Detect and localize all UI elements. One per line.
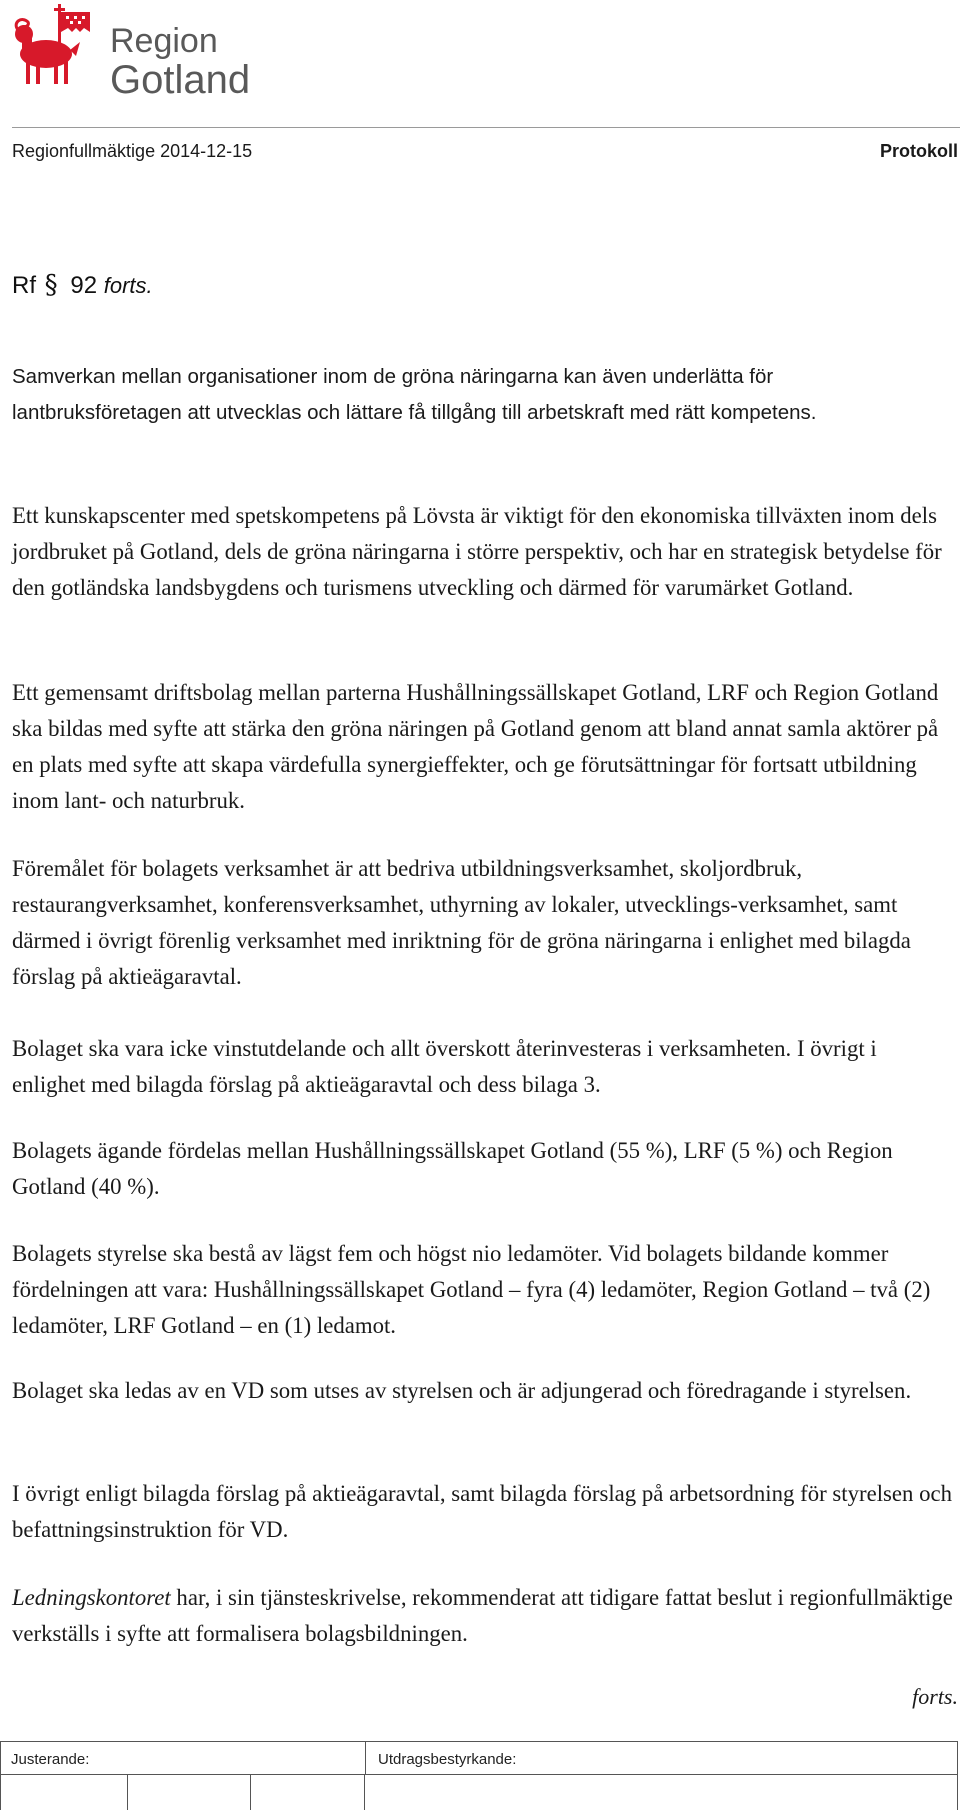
- ledningskontoret-term: Ledningskontoret: [12, 1585, 171, 1610]
- signature-cells-row: [0, 1774, 958, 1810]
- signature-cell-divider: [250, 1774, 251, 1810]
- section-number: 92: [70, 272, 98, 299]
- region-gotland-logo: [10, 2, 251, 102]
- logo-line-1: Region: [110, 22, 218, 60]
- section-suffix: forts.: [103, 273, 153, 298]
- utdragsbestyrkande-label: Utdragsbestyrkande:: [378, 1751, 517, 1768]
- signature-divider: [365, 1742, 366, 1774]
- section-prefix: Rf: [12, 272, 36, 299]
- paragraph-5: Bolaget ska vara icke vinstutdelande och allt överskott återinvesteras i verksamheten. I övrigt i enlighet med bilagda förslag på aktieägaravtal och dess bilaga 3.: [12, 1036, 877, 1097]
- logo-wordmark: [110, 24, 250, 100]
- paragraph-6: Bolagets ägande fördelas mellan Hushållningssällskapet Gotland (55 %), LRF (5 %) och Region Gotland (40 %).: [12, 1138, 893, 1199]
- paragraph-3: Ett gemensamt driftsbolag mellan parterna Hushållningssällskapet Gotland, LRF och Region Gotland ska bildas med syfte att stärka den gröna näringen på Gotland genom att bland annat samla aktörer på en plats med syfte att skapa värdefulla synergieffekter, och ge förutsättningar för fortsatt utbildning inom lant- och naturbruk.: [12, 680, 939, 813]
- document-type: Protokoll: [879, 141, 958, 161]
- section-heading: [12, 270, 153, 300]
- paragraph-10-text: har, i sin tjänsteskrivelse, rekommenderat att tidigare fattat beslut i regionfullmäktige verkställs i syfte att formalisera bolagsbildningen.: [12, 1585, 953, 1646]
- paragraph-10: [12, 1580, 954, 1652]
- logo-line-2: Gotland: [110, 58, 251, 102]
- justerande-label: Justerande:: [11, 1751, 90, 1768]
- signature-cell-divider: [364, 1774, 365, 1810]
- paragraph-9: I övrigt enligt bilagda förslag på aktieägaravtal, samt bilagda förslag på arbetsordning för styrelsen och befattningsinstruktion för VD.: [12, 1481, 953, 1542]
- paragraph-2: Ett kunskapscenter med spetskompetens på Lövsta är viktigt för den ekonomiska tillväxten inom dels jordbruket på Gotland, dels de gröna näringarna i större perspektiv, och har en strategisk betydelse för den gotländska landsbygdens och turismens utveckling och därmed för varumärket Gotland.: [12, 503, 942, 600]
- gotland-ram-flag-icon: [10, 2, 100, 94]
- signature-label-row: [0, 1741, 958, 1775]
- paragraph-1: Samverkan mellan organisationer inom de gröna näringarna kan även underlätta för lantbruksföretagen att utvecklas och lättare få tillgång till arbetskraft med rätt kompetens.: [12, 365, 817, 424]
- signature-cell-divider: [127, 1774, 128, 1810]
- continuation-note: forts.: [912, 1684, 958, 1709]
- paragraph-4: Föremålet för bolagets verksamhet är att bedriva utbildningsverksamhet, skoljordbruk, restaurangverksamhet, konferensverksamhet, uthyrning av lokaler, utvecklings-verksamhet, samt därmed i övrigt förenlig verksamhet med inriktning för de gröna näringarna i enlighet med bilagda förslag på aktieägaravtal.: [12, 856, 911, 989]
- meeting-title: Regionfullmäktige 2014-12-15: [12, 141, 253, 161]
- signature-table: [0, 1741, 960, 1810]
- paragraph-7: Bolagets styrelse ska bestå av lägst fem och högst nio ledamöter. Vid bolagets bildande kommer fördelningen att vara: Hushållningssällskapet Gotland – fyra (4) ledamöter, Region Gotland – två (2) ledamöter, LRF Gotland – en (1) ledamot.: [12, 1241, 931, 1338]
- paragraph-8: Bolaget ska ledas av en VD som utses av styrelsen och är adjungerad och föredragande i styrelsen.: [12, 1378, 912, 1403]
- header-divider: [12, 127, 960, 128]
- section-symbol: §: [44, 270, 58, 300]
